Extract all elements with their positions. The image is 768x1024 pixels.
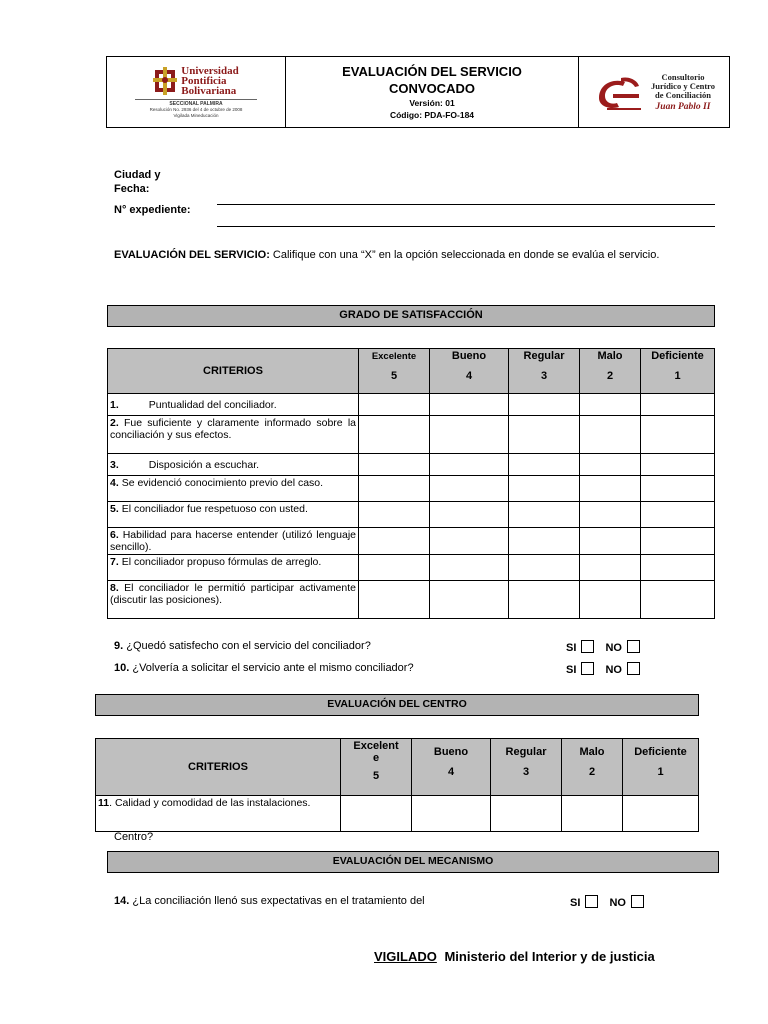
question-number: 10. (114, 662, 130, 674)
criterion-cell (96, 796, 341, 832)
criterios-header: CRITERIOS (108, 349, 359, 394)
ministry-label: Ministerio del Interior y de justicia (444, 949, 655, 964)
rating-cell[interactable] (359, 581, 430, 619)
no-checkbox[interactable] (627, 640, 640, 653)
rating-cell[interactable] (430, 394, 509, 416)
rating-cell[interactable] (580, 528, 641, 555)
rating-label: Excelente (371, 351, 417, 362)
criterion-cell (108, 416, 359, 454)
no-checkbox[interactable] (631, 895, 644, 908)
rating-cell[interactable] (430, 502, 509, 528)
rating-label: Regular (523, 350, 565, 362)
university-name-line1: Universidad (181, 64, 239, 77)
consultorio-line1: Consultorio (661, 71, 705, 82)
si-label: SI (566, 642, 577, 654)
university-crest-icon (153, 66, 177, 96)
rating-label: Malo (579, 746, 605, 758)
university-name-line3: Bolivariana (181, 84, 237, 97)
rating-cell[interactable] (509, 454, 580, 476)
rating-cell[interactable] (580, 502, 641, 528)
no-label: NO (605, 664, 622, 676)
vigilada-text: Vigilada Mineducación (173, 112, 219, 118)
section-centro-title: EVALUACIÓN DEL CENTRO (95, 694, 699, 716)
rating-cell[interactable] (509, 394, 580, 416)
question-number: 9. (114, 640, 124, 652)
si-label: SI (570, 897, 581, 909)
rating-header-regular (491, 739, 562, 796)
ciudad-fecha-label (114, 168, 160, 196)
criterion-text: El conciliador propuso fórmulas de arreglo. (121, 556, 322, 568)
rating-cell[interactable] (509, 581, 580, 619)
rating-cell[interactable] (641, 581, 715, 619)
rating-cell[interactable] (509, 528, 580, 555)
document-title-line1: EVALUACIÓN DEL SERVICIO (342, 64, 522, 79)
criterion-cell (108, 581, 359, 619)
criterion-number: 8. (110, 582, 119, 594)
consultorio-emblem-icon (593, 72, 645, 112)
consultorio-name: Juan Pablo II (655, 101, 711, 112)
rating-value: 5 (390, 370, 398, 382)
university-logo-cell (107, 57, 286, 128)
vigilado-label: VIGILADO (374, 949, 437, 964)
criterios-header: CRITERIOS (96, 739, 341, 796)
logo-divider (135, 99, 257, 100)
table-row (108, 454, 715, 476)
rating-cell[interactable] (580, 555, 641, 581)
question-14-options (570, 895, 644, 909)
criterion-text: Se evidenció conocimiento previo del caso. (121, 477, 324, 489)
criterion-cell (108, 476, 359, 502)
criterion-number: 3. (110, 458, 119, 471)
document-header (106, 56, 730, 128)
criterion-text: Puntualidad del conciliador. (148, 398, 277, 411)
rating-label: Bueno (433, 746, 469, 758)
document-version: Versión: 01 (409, 98, 455, 108)
no-label: NO (609, 897, 626, 909)
centro-table (95, 738, 699, 832)
question-9 (114, 640, 371, 652)
intro-paragraph (114, 248, 714, 262)
consultorio-line2: Jurídico y Centro (650, 80, 716, 91)
rating-cell[interactable] (359, 394, 430, 416)
rating-cell[interactable] (359, 555, 430, 581)
rating-cell[interactable] (562, 796, 623, 832)
criterion-cell (108, 454, 359, 476)
seccional-text: SECCIONAL PALMIRA (169, 100, 223, 107)
question-14 (114, 895, 425, 907)
criterion-text: Fue suficiente y claramente informado sobre la conciliación y sus efectos. (110, 417, 357, 441)
rating-cell[interactable] (641, 394, 715, 416)
section-mecanismo-title: EVALUACIÓN DEL MECANISMO (107, 851, 719, 873)
intro-bold: EVALUACIÓN DEL SERVICIO: (114, 249, 270, 261)
no-checkbox[interactable] (627, 662, 640, 675)
rating-value: 2 (606, 370, 614, 382)
question-text: ¿Quedó satisfecho con el servicio del conciliador? (123, 640, 371, 652)
intro-text: Califique con una “X” en la opción seleccionada en donde se evalúa el servicio. (269, 249, 660, 261)
table-row (108, 394, 715, 416)
rating-cell[interactable] (509, 502, 580, 528)
rating-cell[interactable] (623, 796, 699, 832)
university-logo (107, 66, 285, 96)
rating-value: 4 (465, 370, 473, 382)
rating-cell[interactable] (430, 476, 509, 502)
rating-cell[interactable] (359, 502, 430, 528)
criterion-number: 7. (110, 556, 119, 568)
consultorio-logo (579, 72, 729, 112)
rating-label: Deficiente (634, 746, 687, 758)
rating-cell[interactable] (359, 416, 430, 454)
rating-cell[interactable] (580, 476, 641, 502)
rating-cell[interactable] (359, 476, 430, 502)
rating-cell[interactable] (641, 502, 715, 528)
consultorio-logo-cell (579, 57, 730, 128)
rating-cell[interactable] (641, 454, 715, 476)
rating-header-excelente (359, 349, 430, 394)
si-checkbox[interactable] (585, 895, 598, 908)
section-satisfaccion-title: GRADO DE SATISFACCIÓN (107, 305, 715, 327)
rating-header-bueno (412, 739, 491, 796)
criterion-text: Disposición a escuchar. (148, 458, 260, 471)
rating-cell[interactable] (509, 416, 580, 454)
table-row (108, 416, 715, 454)
criterion-text: . Calidad y comodidad de las instalaciones. (109, 797, 311, 809)
rating-cell[interactable] (359, 528, 430, 555)
rating-cell[interactable] (430, 528, 509, 555)
table-row (108, 528, 715, 555)
criterion-cell (108, 555, 359, 581)
rating-value: 3 (540, 370, 548, 382)
table-row (96, 796, 699, 832)
table-row (108, 581, 715, 619)
rating-value: 5 (372, 770, 380, 782)
ciudad-fecha-input-line[interactable] (217, 204, 715, 205)
university-name-line2: Pontificia (181, 74, 227, 87)
rating-label: Deficiente (651, 350, 704, 362)
criterion-number: 5. (110, 503, 119, 515)
si-checkbox[interactable] (581, 640, 594, 653)
rating-label: Excelent e (353, 740, 399, 764)
overflow-text: Centro? (114, 831, 154, 843)
rating-value: 2 (588, 766, 596, 778)
rating-header-bueno (430, 349, 509, 394)
rating-header-regular (509, 349, 580, 394)
rating-header-excelente (341, 739, 412, 796)
criterion-number: 1. (110, 398, 119, 411)
rating-label: Malo (597, 350, 623, 362)
criterion-number: 2. (110, 417, 119, 429)
rating-cell[interactable] (641, 528, 715, 555)
rating-cell[interactable] (430, 555, 509, 581)
rating-header-deficiente (641, 349, 715, 394)
rating-header-malo (580, 349, 641, 394)
consultorio-line3: de Conciliación (655, 89, 711, 100)
criterion-number: 11 (98, 797, 110, 809)
rating-value: 3 (522, 766, 530, 778)
resolution-text: Resolución No. 2936 del 4 de octubre de 2008 (149, 106, 243, 112)
rating-cell[interactable] (491, 796, 562, 832)
rating-cell[interactable] (430, 581, 509, 619)
table-row (108, 476, 715, 502)
expediente-label: N° expediente: (114, 204, 191, 216)
rating-label: Bueno (451, 350, 487, 362)
question-10 (114, 662, 414, 674)
si-label: SI (566, 664, 577, 676)
criterion-cell (108, 394, 359, 416)
question-text: ¿Volvería a solicitar el servicio ante el mismo conciliador? (129, 662, 414, 674)
criterion-number: 4. (110, 477, 119, 489)
rating-cell[interactable] (641, 476, 715, 502)
rating-value: 1 (657, 766, 664, 778)
rating-value: 4 (447, 766, 455, 778)
si-checkbox[interactable] (581, 662, 594, 675)
rating-cell[interactable] (580, 416, 641, 454)
footer-vigilado (374, 949, 655, 964)
rating-cell[interactable] (641, 555, 715, 581)
rating-label: Regular (505, 746, 547, 758)
criterion-text: El conciliador le permitió participar activamente (discutir las posiciones). (110, 582, 356, 606)
rating-cell[interactable] (430, 454, 509, 476)
rating-header-malo (562, 739, 623, 796)
rating-cell[interactable] (430, 416, 509, 454)
question-9-options (566, 640, 640, 654)
ciudad-label-line2: Fecha: (114, 183, 150, 195)
rating-cell[interactable] (641, 416, 715, 454)
no-label: NO (605, 642, 622, 654)
rating-cell[interactable] (580, 581, 641, 619)
rating-cell[interactable] (509, 476, 580, 502)
expediente-input-line[interactable] (217, 226, 715, 227)
rating-value: 1 (674, 370, 681, 382)
rating-cell[interactable] (580, 394, 641, 416)
rating-cell[interactable] (580, 454, 641, 476)
rating-cell[interactable] (359, 454, 430, 476)
document-title-line2: CONVOCADO (389, 81, 475, 96)
ciudad-label-line1: Ciudad y (114, 169, 161, 181)
question-10-options (566, 662, 640, 676)
rating-cell[interactable] (341, 796, 412, 832)
criterion-text: El conciliador fue respetuoso con usted. (121, 503, 308, 515)
criterion-number: 6. (110, 529, 119, 541)
criterion-text: Habilidad para hacerse entender (utilizó lenguaje sencillo). (110, 529, 356, 553)
table-row (108, 502, 715, 528)
rating-cell[interactable] (509, 555, 580, 581)
criterion-cell (108, 502, 359, 528)
rating-header-deficiente (623, 739, 699, 796)
question-number: 14. (114, 895, 130, 907)
rating-cell[interactable] (412, 796, 491, 832)
header-title-cell (286, 57, 579, 128)
satisfaccion-table (107, 348, 715, 619)
table-row (108, 555, 715, 581)
criterion-cell (108, 528, 359, 555)
question-text: ¿La conciliación llenó sus expectativas en el tratamiento del (129, 895, 425, 907)
document-code: Código: PDA-FO-184 (389, 110, 475, 120)
